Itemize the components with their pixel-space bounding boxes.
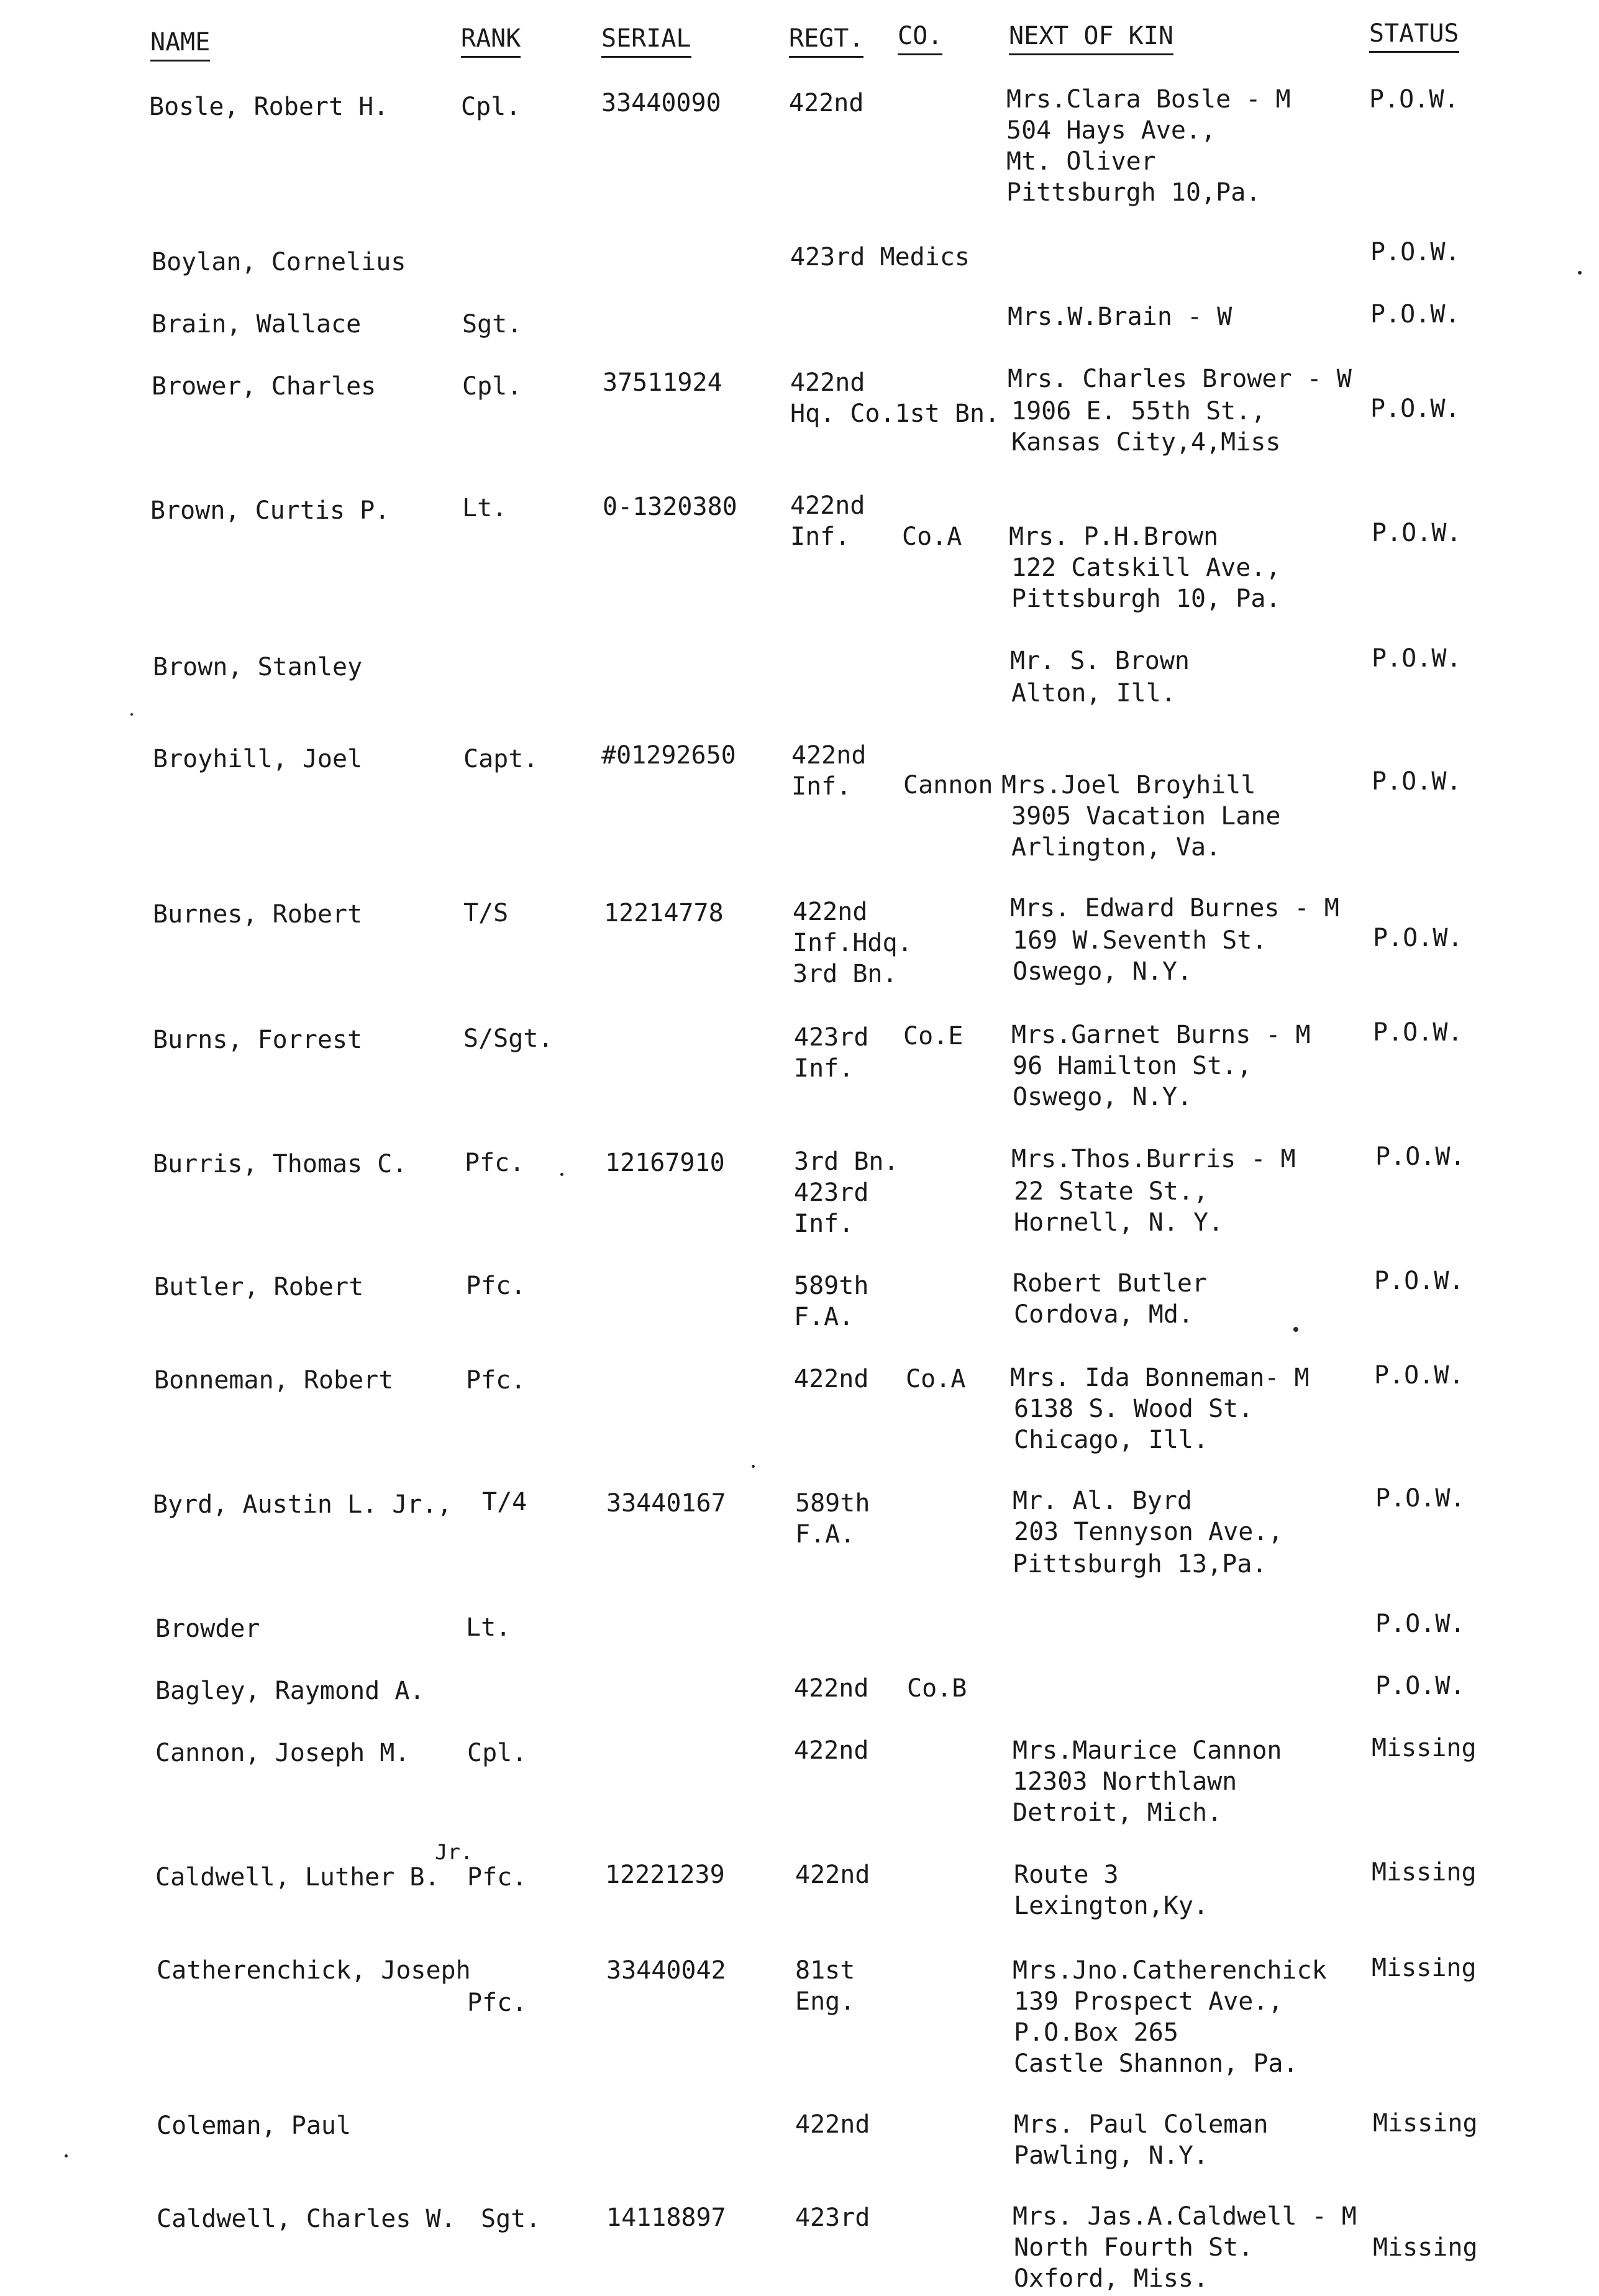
regt-cell: 81st	[795, 1956, 855, 1985]
status-cell: P.O.W.	[1375, 1672, 1465, 1700]
kin-line: Detroit, Mich.	[1013, 1798, 1223, 1827]
regt-cell: F.A.	[794, 1303, 854, 1331]
serial-cell: 12221239	[605, 1861, 725, 1889]
scan-speck	[65, 2154, 68, 2157]
regt-cell: 422nd	[794, 1736, 869, 1765]
kin-line: Pittsburgh 13,Pa.	[1013, 1550, 1267, 1578]
serial-cell: 33440042	[606, 1956, 726, 1985]
co-cell: Co.A	[906, 1365, 966, 1393]
kin-line: Robert Butler	[1013, 1269, 1208, 1298]
name-cell: Coleman, Paul	[157, 2112, 352, 2140]
status-cell: P.O.W.	[1372, 767, 1462, 796]
kin-line: Lexington,Ky.	[1014, 1892, 1209, 1920]
serial-cell: 12167910	[605, 1149, 725, 1177]
kin-line: Mt. Oliver	[1006, 147, 1156, 176]
regt-cell: Inf.	[794, 1210, 854, 1238]
kin-line: 169 W.Seventh St.	[1013, 926, 1267, 955]
regt-cell: 422nd	[790, 368, 865, 397]
status-cell: P.O.W.	[1372, 644, 1462, 673]
regt-cell: Inf.Hdq.	[793, 929, 913, 957]
rank-cell: Capt.	[463, 745, 539, 773]
status-cell: Missing	[1373, 2109, 1478, 2138]
regt-cell: 422nd	[795, 2110, 870, 2139]
status-cell: P.O.W.	[1375, 1142, 1465, 1171]
kin-line: Arlington, Va.	[1011, 833, 1221, 862]
kin-line: Castle Shannon, Pa.	[1014, 2049, 1298, 2078]
name-cell: Bosle, Robert H.	[149, 93, 389, 121]
status-cell: P.O.W.	[1370, 300, 1460, 329]
kin-line: Mrs.Jno.Catherenchick	[1013, 1956, 1327, 1985]
header-name: NAME	[150, 26, 210, 62]
regt-cell: 422nd	[793, 898, 868, 926]
name-cell: Brown, Curtis P.	[150, 496, 390, 525]
serial-cell: 14118897	[606, 2203, 726, 2232]
status-cell: P.O.W.	[1374, 1267, 1464, 1295]
name-cell: Brower, Charles	[152, 372, 376, 401]
rank-cell: Cpl.	[461, 93, 521, 121]
name-cell: Brown, Stanley	[153, 653, 363, 681]
rank-cell: Pfc.	[465, 1149, 525, 1177]
regt-cell: 3rd Bn.	[794, 1147, 899, 1176]
kin-line: Oswego, N.Y.	[1013, 957, 1192, 986]
regt-cell: 422nd	[790, 491, 865, 520]
regt-cell: F.A.	[795, 1520, 855, 1549]
kin-line: Cordova, Md.	[1014, 1300, 1193, 1329]
scan-speck	[1578, 271, 1582, 275]
kin-line: Mrs. Edward Burnes - M	[1010, 894, 1339, 922]
kin-line: Kansas City,4,Miss	[1011, 428, 1281, 457]
name-cell: Bagley, Raymond A.	[155, 1677, 425, 1705]
serial-cell: 33440090	[601, 89, 721, 117]
scan-speck	[130, 713, 133, 716]
status-cell: P.O.W.	[1375, 1484, 1465, 1513]
scan-speck	[752, 1465, 755, 1468]
kin-line: Oswego, N.Y.	[1013, 1083, 1192, 1111]
rank-cell: Lt.	[466, 1613, 511, 1642]
kin-line: 504 Hays Ave.,	[1006, 116, 1216, 145]
serial-cell: 37511924	[603, 368, 722, 397]
kin-line: 203 Tennyson Ave.,	[1014, 1518, 1283, 1546]
name-note: Jr.	[435, 1840, 473, 1865]
status-cell: P.O.W.	[1370, 394, 1460, 423]
rank-cell: Pfc.	[466, 1366, 526, 1395]
co-cell: Co.B	[907, 1674, 967, 1703]
kin-line: Route 3	[1014, 1861, 1119, 1889]
rank-cell: T/4	[482, 1488, 527, 1516]
name-cell: Broyhill, Joel	[153, 745, 363, 773]
kin-line: Mrs. Ida Bonneman- M	[1010, 1364, 1310, 1392]
header-serial: SERIAL	[601, 22, 691, 58]
co-cell: Cannon	[903, 771, 993, 800]
kin-line: 6138 S. Wood St.	[1014, 1395, 1254, 1423]
name-cell: Caldwell, Charles W.	[157, 2205, 456, 2233]
kin-line: 122 Catskill Ave.,	[1011, 554, 1281, 582]
rank-cell: Cpl.	[462, 372, 522, 401]
regt-cell: 589th	[794, 1272, 869, 1300]
status-cell: P.O.W.	[1372, 519, 1462, 547]
kin-line: Mrs.Joel Broyhill	[1001, 771, 1256, 800]
status-cell: Missing	[1372, 1954, 1477, 1982]
kin-line: Mrs. Jas.A.Caldwell - M	[1013, 2202, 1357, 2231]
rank-cell: Cpl.	[467, 1739, 527, 1767]
name-cell: Burnes, Robert	[153, 900, 363, 929]
regt-cell: Inf.	[790, 522, 850, 551]
kin-line: Mrs. P.H.Brown	[1009, 522, 1219, 551]
serial-cell: 12214778	[604, 899, 724, 927]
scan-speck	[560, 1173, 563, 1176]
status-cell: Missing	[1372, 1734, 1477, 1762]
status-cell: P.O.W.	[1375, 1610, 1465, 1638]
kin-line: P.O.Box 265	[1014, 2018, 1178, 2047]
kin-line: Pawling, N.Y.	[1014, 2141, 1209, 2170]
regt-cell: 422nd	[794, 1674, 869, 1703]
scan-speck	[1293, 1327, 1298, 1332]
kin-line: Chicago, Ill.	[1014, 1426, 1209, 1454]
rank-cell: Sgt.	[462, 310, 522, 339]
regt-cell: 422nd	[795, 1861, 870, 1889]
kin-line: North Fourth St.	[1014, 2233, 1254, 2262]
regt-cell: 423rd	[794, 1178, 869, 1207]
co-cell: Co.E	[903, 1022, 964, 1050]
kin-line: Hornell, N. Y.	[1014, 1208, 1224, 1237]
regt-cell: Inf.	[791, 772, 852, 801]
rank-cell: Sgt.	[481, 2205, 541, 2233]
kin-line: Mr. S. Brown	[1010, 647, 1190, 675]
header-co: CO.	[898, 20, 942, 55]
rank-cell: T/S	[463, 899, 509, 927]
kin-line: 12303 Northlawn	[1013, 1767, 1237, 1796]
name-cell: Cannon, Joseph M.	[155, 1739, 410, 1767]
kin-line: Mrs.Garnet Burns - M	[1011, 1021, 1311, 1049]
kin-line: Pittsburgh 10,Pa.	[1006, 178, 1261, 207]
kin-line: 1906 E. 55th St.,	[1011, 397, 1266, 426]
header-rank: RANK	[461, 22, 521, 58]
name-cell: Butler, Robert	[154, 1273, 364, 1301]
status-cell: Missing	[1372, 1858, 1477, 1887]
kin-line: 139 Prospect Ave.,	[1014, 1987, 1283, 2016]
kin-line: Pittsburgh 10, Pa.	[1011, 585, 1281, 613]
regt-cell: 423rd Medics	[790, 243, 970, 271]
kin-line: 96 Hamilton St.,	[1013, 1052, 1252, 1080]
regt-cell: 423rd	[794, 1023, 869, 1052]
kin-line: 3905 Vacation Lane	[1011, 802, 1281, 831]
status-cell: P.O.W.	[1369, 85, 1459, 114]
kin-line: Mrs. Paul Coleman	[1014, 2110, 1269, 2139]
name-cell: Brain, Wallace	[152, 310, 362, 339]
regt-cell: Inf.	[794, 1054, 854, 1083]
status-cell: Missing	[1373, 2233, 1478, 2262]
rank-cell: Pfc.	[467, 1863, 527, 1892]
name-cell: Boylan, Cornelius	[152, 248, 406, 276]
name-cell: Burris, Thomas C.	[153, 1150, 408, 1178]
serial-cell: 33440167	[606, 1489, 726, 1518]
header-status: STATUS	[1369, 17, 1459, 53]
name-cell: Browder	[155, 1615, 260, 1643]
rank-cell: Lt.	[462, 494, 508, 522]
status-cell: P.O.W.	[1370, 238, 1460, 266]
regt-cell: 422nd	[794, 1365, 869, 1393]
rank-cell: Pfc.	[467, 1988, 527, 2017]
kin-line: Mrs. Charles Brower - W	[1008, 365, 1352, 393]
header-regt: REGT.	[789, 22, 863, 58]
rank-cell: S/Sgt.	[463, 1024, 554, 1053]
header-next-of-kin: NEXT OF KIN	[1009, 20, 1173, 55]
status-cell: P.O.W.	[1373, 1018, 1463, 1047]
kin-line: Oxford, Miss.	[1014, 2264, 1209, 2293]
name-cell: Bonneman, Robert	[154, 1366, 394, 1395]
regt-cell: 422nd	[789, 89, 864, 117]
kin-line: 22 State St.,	[1014, 1177, 1209, 1206]
regt-cell: 3rd Bn.	[793, 960, 898, 988]
kin-line: Mrs.Maurice Cannon	[1013, 1736, 1282, 1765]
kin-line: Mrs.W.Brain - W	[1008, 303, 1232, 331]
serial-cell: #01292650	[601, 741, 736, 770]
regt-cell: Eng.	[795, 1987, 855, 2016]
name-cell: Burns, Forrest	[153, 1026, 363, 1054]
regt-cell: 423rd	[795, 2203, 870, 2232]
rank-cell: Pfc.	[466, 1272, 526, 1300]
name-cell: Catherenchick, Joseph	[157, 1956, 471, 1985]
status-cell: P.O.W.	[1374, 1361, 1464, 1390]
kin-line: Mrs.Thos.Burris - M	[1011, 1145, 1296, 1173]
co-cell: Co.A	[902, 522, 962, 551]
name-cell: Byrd, Austin L. Jr.,	[153, 1490, 452, 1519]
name-cell: Caldwell, Luther B.	[155, 1863, 440, 1892]
regt-cell: 422nd	[791, 741, 867, 770]
serial-cell: 0-1320380	[603, 493, 737, 521]
regt-cell: 589th	[795, 1489, 870, 1518]
regt-cell: Hq. Co.1st Bn.	[790, 399, 1000, 428]
status-cell: P.O.W.	[1373, 924, 1463, 952]
kin-line: Alton, Ill.	[1011, 679, 1176, 708]
kin-line: Mr. Al. Byrd	[1013, 1487, 1192, 1515]
kin-line: Mrs.Clara Bosle - M	[1006, 85, 1291, 114]
